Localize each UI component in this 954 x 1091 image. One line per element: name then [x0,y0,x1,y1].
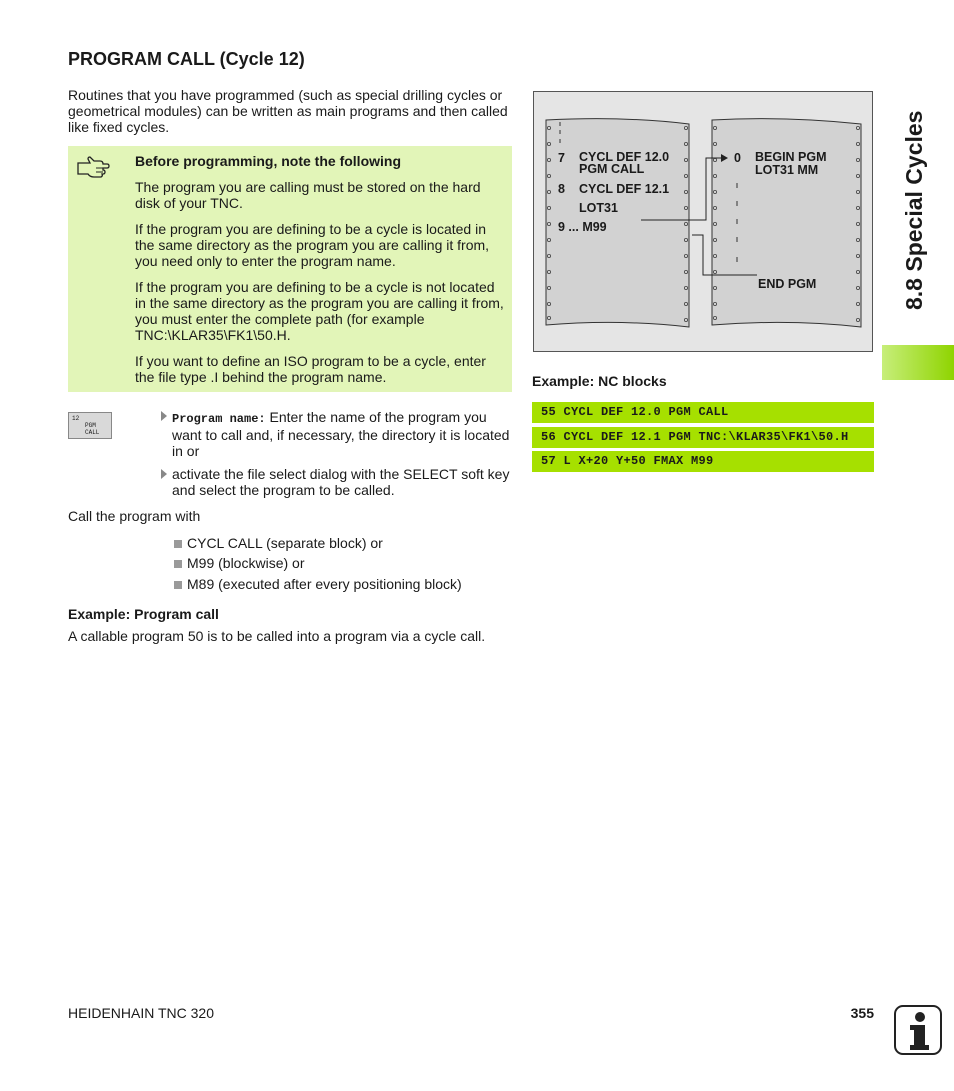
list-item: CYCL CALL (separate block) or [174,535,383,551]
step-program-name [172,409,512,459]
softkey-line: CALL [85,429,100,436]
info-glyph [896,1007,940,1053]
nc-block-line: 55 CYCL DEF 12.0 PGM CALL [532,402,874,423]
section-heading: PROGRAM CALL (Cycle 12) [68,49,305,69]
square-bullet-icon [174,540,182,548]
figure-label: CYCL DEF 12.0 PGM CALL [579,150,670,176]
figure-label: 0 [734,151,741,165]
intro-paragraph: Routines that you have programmed (such as special drilling cycles or geometrical modules) can be written as main programs and then called like fixed cycles. [68,87,508,135]
note-paragraph: If you want to define an ISO program to be a cycle, enter the file type .I behind the program name. [135,353,486,385]
note-paragraph: If the program you are defining to be a cycle is not located in the same directory as the program you are calling it from, you must enter the complete path (for example TNC:\KLAR35\FK1\50.H. [135,279,504,343]
softkey-line: 12 [72,415,80,422]
chapter-tab [882,345,954,380]
example-call-heading: Example: Program call [68,606,219,622]
note-heading: Before programming, note the following [135,153,401,169]
figure-label: CYCL DEF 12.1 [579,182,670,196]
nc-block-line: 56 CYCL DEF 12.1 PGM TNC:\KLAR35\FK1\50.H [532,427,874,448]
square-bullet-icon [174,581,182,589]
figure-label: END PGM [758,277,817,291]
side-title-text: 8.8 Special Cycles [901,110,927,310]
program-call-figure [533,91,873,352]
softkey-line: PGM [85,422,96,429]
step-text: Enter the name of the program you want to call and, if necessary, the directory it is located in or [172,409,510,459]
note-paragraph: The program you are calling must be stored on the hard disk of your TNC. [135,179,481,211]
figure-label: 8 [558,182,565,196]
info-icon[interactable] [894,1005,942,1055]
figure-label: BEGIN PGM LOT31 MM [755,150,827,177]
chapter-side-title [880,40,940,340]
example-nc-heading: Example: NC blocks [532,373,667,389]
nc-block-line: 57 L X+20 Y+50 FMAX M99 [532,451,874,472]
note-paragraph: If the program you are defining to be a cycle is located in the same directory as the program you are calling it from, you need only to enter the program name. [135,221,490,269]
step-arrow-icon [160,411,168,421]
dialog-prompt: Program name: [172,412,266,426]
list-item: M99 (blockwise) or [174,555,304,571]
figure-label: 7 [558,151,565,165]
figure-label: 9 ... M99 [558,220,607,234]
square-bullet-icon [174,560,182,568]
pointing-hand-icon [76,154,110,180]
call-with-text: Call the program with [68,508,201,524]
footer-product: HEIDENHAIN TNC 320 [68,1005,215,1021]
pgm-call-softkey[interactable] [68,412,112,439]
note-box [68,146,512,392]
step-select-dialog: activate the file select dialog with the SELECT soft key and select the program to be called. [172,466,510,498]
page-number: 355 [850,1005,874,1021]
figure-label: LOT31 [579,201,618,215]
example-call-text: A callable program 50 is to be called into a program via a cycle call. [68,628,486,644]
list-item: M89 (executed after every positioning block) [174,576,462,592]
step-arrow-icon [160,469,168,479]
